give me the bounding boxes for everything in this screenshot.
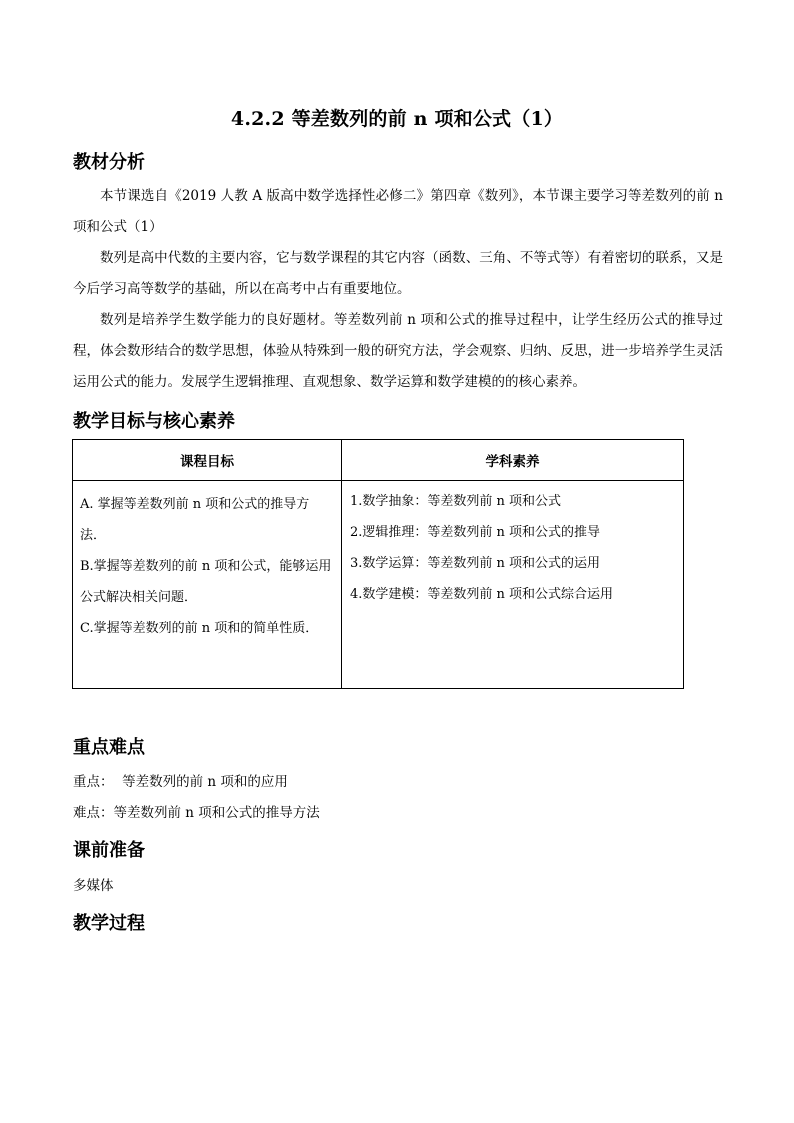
literacy-item: 4.数学建模：等差数列前 n 项和公式综合运用	[350, 587, 614, 602]
course-goals-cell	[73, 481, 342, 689]
section-heading-preparation: 课前准备	[73, 840, 145, 861]
focus-line: 重点： 等差数列的前 n 项和的应用	[73, 774, 288, 790]
analysis-paragraph-3: 数列是培养学生数学能力的良好题材。等差数列前 n 项和公式的推导过程中，让学生经历公式的推导过程，体会数形结合的数学思想，体验从特殊到一般的研究方法，学会观察、归纳、反思，进一步培养学生灵活运用公式的能力。发展学生逻辑推理、直观想象、数学运算和数学建模的的核心素养。	[73, 312, 723, 390]
goals-table-body-row	[73, 481, 684, 689]
literacy-item: 3.数学运算：等差数列前 n 项和公式的运用	[350, 556, 601, 571]
course-goal-item: A. 掌握等差数列前 n 项和公式的推导方法．	[80, 497, 310, 543]
section-heading-analysis: 教材分析	[73, 152, 145, 173]
literacy-cell	[342, 481, 684, 689]
goals-table-header-row	[73, 440, 684, 481]
literacy-item: 2.逻辑推理：等差数列前 n 项和公式的推导	[350, 525, 601, 540]
difficulty-line: 难点：等差数列前 n 项和公式的推导方法	[73, 805, 320, 821]
analysis-paragraph-2: 数列是高中代数的主要内容，它与数学课程的其它内容（函数、三角、不等式等）有着密切的联系，又是今后学习高等数学的基础，所以在高考中占有重要地位。	[73, 250, 723, 297]
preparation-content: 多媒体	[73, 878, 114, 894]
analysis-paragraph-1: 本节课选自《2019 人教 A 版高中数学选择性必修二》第四章《数列》，本节课主要学习等差数列的前 n 项和公式（1）	[73, 188, 723, 235]
section-heading-goals: 教学目标与核心素养	[73, 411, 235, 432]
section-heading-key-points: 重点难点	[73, 737, 145, 758]
course-goal-item: C.掌握等差数列的前 n 项和的简单性质．	[80, 621, 319, 636]
section-heading-process: 教学过程	[73, 913, 145, 934]
header-course-goals: 课程目标	[73, 440, 342, 481]
course-goal-item: B.掌握等差数列的前 n 项和公式，能够运用公式解决相关问题．	[80, 559, 332, 605]
header-literacy: 学科素养	[342, 440, 684, 481]
literacy-item: 1.数学抽象：等差数列前 n 项和公式	[350, 494, 562, 509]
document-title: 4.2.2 等差数列的前 n 项和公式（1）	[230, 108, 564, 130]
goals-table	[72, 439, 684, 689]
